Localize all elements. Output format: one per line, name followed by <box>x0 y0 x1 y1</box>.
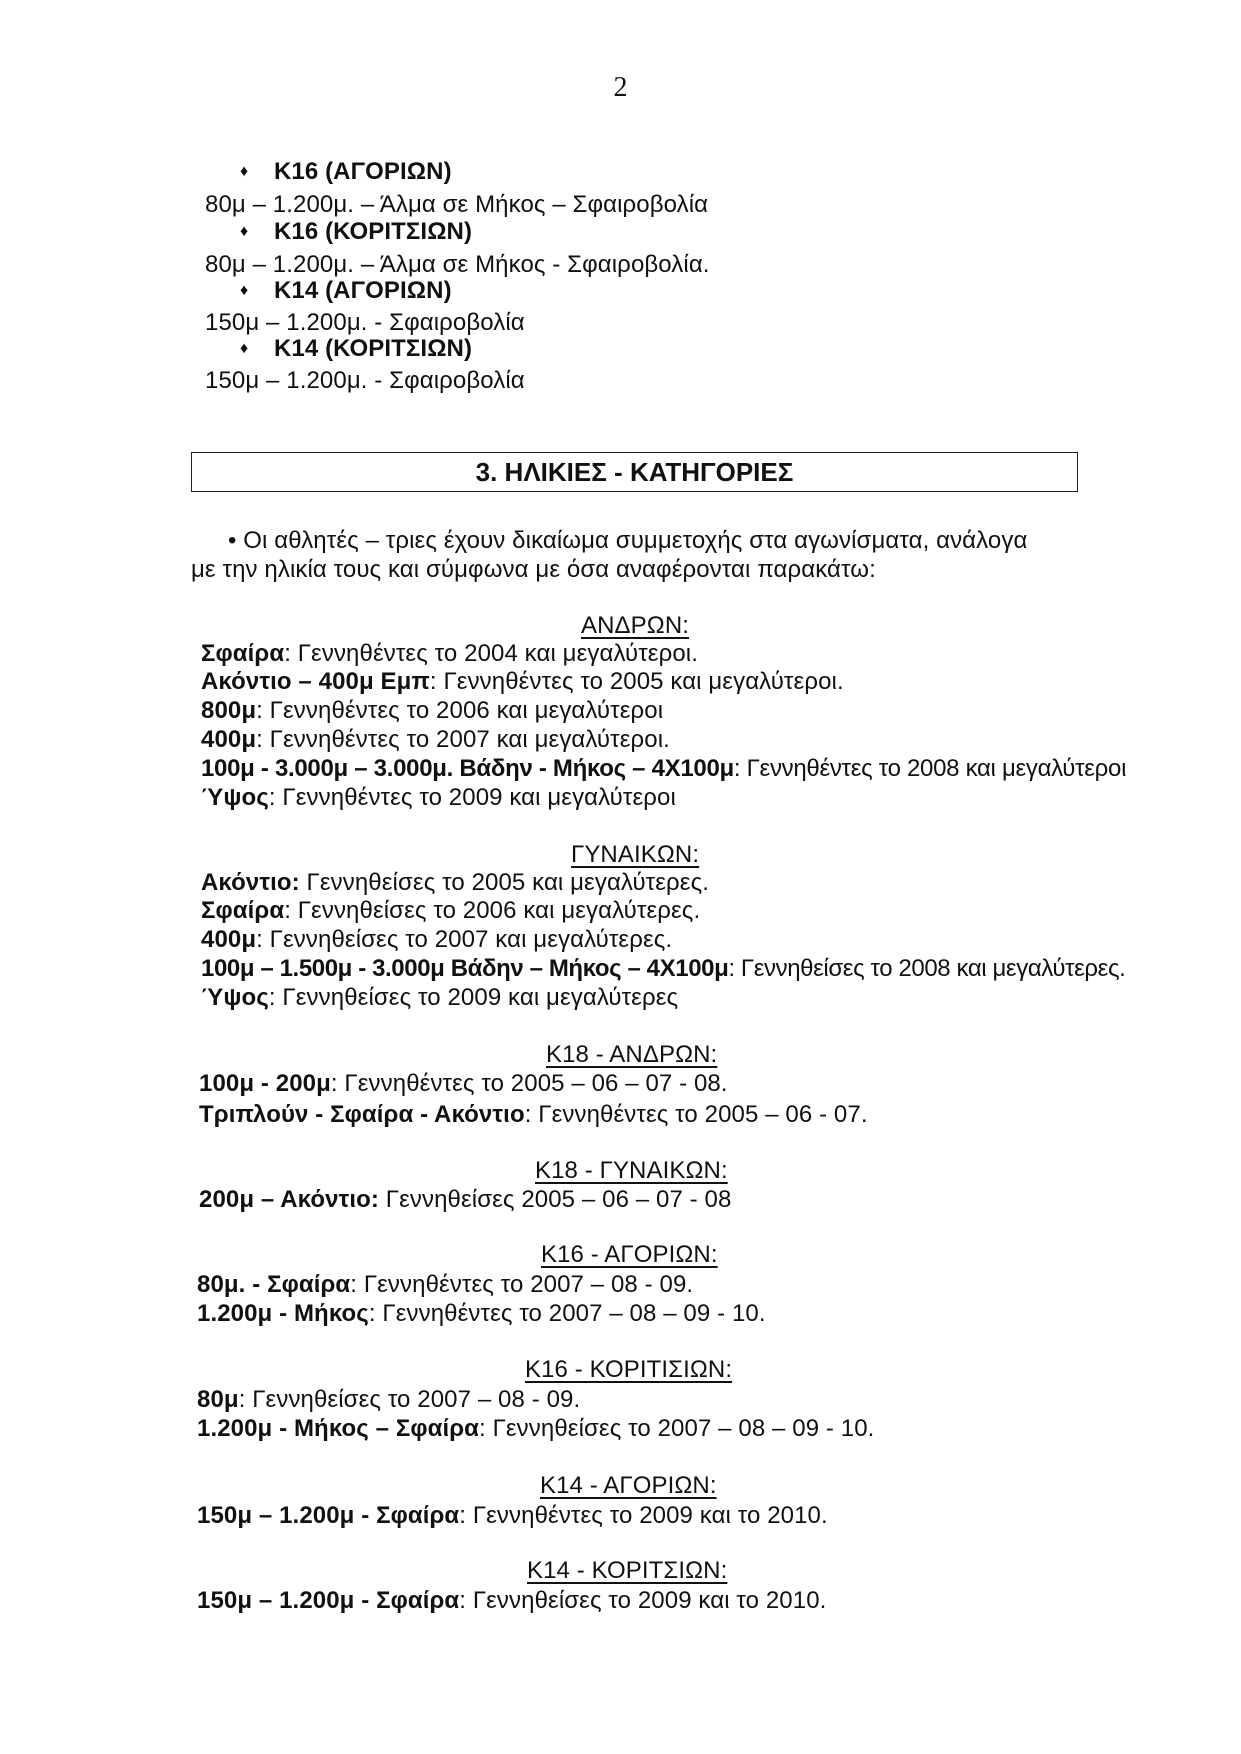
event-heading: ♦ K14 (ΚΟΡΙΤΣΙΩΝ) <box>240 335 473 362</box>
group-row: 200μ – Ακόντιο: Γεννηθείσες 2005 – 06 – 07 - 08 <box>199 1186 732 1213</box>
group-title: ΓΥΝΑΙΚΩΝ: <box>571 841 700 868</box>
group-title: Κ18 - ΑΝΔΡΩΝ: <box>546 1041 718 1068</box>
diamond-bullet-icon: ♦ <box>240 340 249 357</box>
group-row: 1.200μ - Μήκος – Σφαίρα: Γεννηθείσες το 2007 – 08 – 09 - 10. <box>197 1415 875 1442</box>
diamond-bullet-icon: ♦ <box>240 163 249 180</box>
intro-line: • Οι αθλητές – τριες έχουν δικαίωμα συμμετοχής στα αγωνίσματα, ανάλογα <box>228 527 1028 554</box>
group-row: 800μ: Γεννηθέντες το 2006 και μεγαλύτεροι <box>201 697 664 724</box>
group-row: Ύψος: Γεννηθέντες το 2009 και μεγαλύτεροι <box>201 784 676 811</box>
group-row: 80μ: Γεννηθείσες το 2007 – 08 - 09. <box>197 1386 581 1413</box>
group-row: 100μ - 3.000μ – 3.000μ. Βάδην - Μήκος – 4Χ100μ: Γεννηθέντες το 2008 και μεγαλύτεροι <box>201 755 1127 782</box>
event-heading: ♦ K14 (ΑΓΟΡΙΩΝ) <box>240 277 452 304</box>
group-row: Τριπλούν - Σφαίρα - Ακόντιο: Γεννηθέντες το 2005 – 06 - 07. <box>199 1101 868 1128</box>
group-row: 80μ. - Σφαίρα: Γεννηθέντες το 2007 – 08 - 09. <box>197 1271 694 1298</box>
group-row: 100μ – 1.500μ - 3.000μ Βάδην – Μήκος – 4Χ100μ: Γεννηθείσες το 2008 και μεγαλύτερες. <box>201 955 1126 982</box>
group-row: Ύψος: Γεννηθείσες το 2009 και μεγαλύτερες <box>201 984 679 1011</box>
event-heading: ♦ K16 (ΚΟΡΙΤΣΙΩΝ) <box>240 218 473 245</box>
group-row: Ακόντιο – 400μ Εμπ: Γεννηθέντες το 2005 και μεγαλύτεροι. <box>201 668 844 695</box>
event-detail: 80μ – 1.200μ. – Άλμα σε Μήκος - Σφαιροβολία. <box>205 251 710 278</box>
group-title: Κ14 - ΑΓΟΡΙΩΝ: <box>540 1472 717 1499</box>
section-title-box <box>191 452 1078 492</box>
group-row: Ακόντιο: Γεννηθείσες το 2005 και μεγαλύτερες. <box>201 869 710 896</box>
diamond-bullet-icon: ♦ <box>240 282 249 299</box>
group-row: 400μ: Γεννηθέντες το 2007 και μεγαλύτεροι. <box>201 726 670 753</box>
group-row: 150μ – 1.200μ - Σφαίρα: Γεννηθείσες το 2009 και το 2010. <box>197 1587 827 1614</box>
group-row: 1.200μ - Μήκος: Γεννηθέντες το 2007 – 08 – 09 - 10. <box>197 1300 766 1327</box>
section-title: 3. ΗΛΙΚΙΕΣ - ΚΑΤΗΓΟΡΙΕΣ <box>475 457 794 487</box>
event-detail: 150μ – 1.200μ. - Σφαιροβολία <box>205 367 525 394</box>
group-title: Κ16 - ΚΟΡΙΤΙΣΙΩΝ: <box>525 1356 733 1383</box>
group-row: 150μ – 1.200μ - Σφαίρα: Γεννηθέντες το 2009 και το 2010. <box>197 1502 828 1529</box>
event-detail: 150μ – 1.200μ. - Σφαιροβολία <box>205 309 525 336</box>
group-row: 100μ - 200μ: Γεννηθέντες το 2005 – 06 – 07 - 08. <box>199 1070 728 1097</box>
group-title: Κ18 - ΓΥΝΑΙΚΩΝ: <box>535 1157 728 1184</box>
group-title: Κ16 - ΑΓΟΡΙΩΝ: <box>541 1241 718 1268</box>
event-heading: ♦ K16 (ΑΓΟΡΙΩΝ) <box>240 158 452 185</box>
intro-line: με την ηλικία τους και σύμφωνα με όσα αναφέρονται παρακάτω: <box>191 556 876 583</box>
group-title: ΑΝΔΡΩΝ: <box>581 612 690 639</box>
diamond-bullet-icon: ♦ <box>240 223 249 240</box>
group-row: 400μ: Γεννηθείσες το 2007 και μεγαλύτερες. <box>201 926 673 953</box>
group-title: Κ14 - ΚΟΡΙΤΣΙΩΝ: <box>527 1557 728 1584</box>
page-number: 2 <box>613 72 628 103</box>
group-row: Σφαίρα: Γεννηθέντες το 2004 και μεγαλύτεροι. <box>201 640 698 667</box>
event-detail: 80μ – 1.200μ. – Άλμα σε Μήκος – Σφαιροβολία <box>205 191 709 218</box>
group-row: Σφαίρα: Γεννηθείσες το 2006 και μεγαλύτερες. <box>201 897 701 924</box>
